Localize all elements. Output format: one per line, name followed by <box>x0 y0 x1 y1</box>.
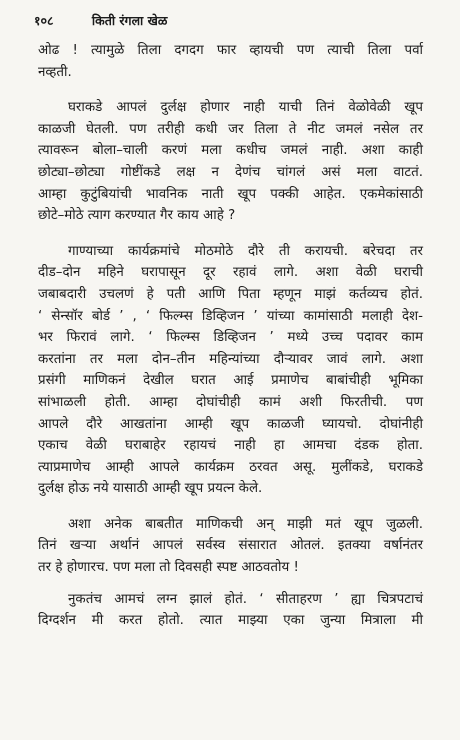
text-line: ओढ ! त्यामुळे तिला दगदग फार व्हायची पण त्याची तिला पर्वा <box>38 43 423 58</box>
text-line: तर हे होणारच. पण मला तो दिवसही स्पष्ट आठवतोय ! <box>38 560 299 576</box>
paragraph <box>38 241 423 500</box>
paragraph <box>38 40 423 83</box>
text-line: छोट्या–छोट्या गोष्टींकडे लक्ष न देणंच चांगलं असं मला वाटतं. <box>38 164 423 180</box>
paragraph <box>38 589 423 632</box>
body-text <box>38 40 423 646</box>
text-line: आम्हा कुटुंबियांची भावनिक नाती खूप पक्की आहेत. एकमेकांसाठी <box>38 186 423 202</box>
page-header <box>34 12 434 29</box>
text-line: भर फिरावं लागे. ‘ फिल्म्स डिव्हिजन ’ मध्ये उच्च पदावर काम <box>38 330 423 346</box>
text-line: आपले दौरे आखतांना आम्ही खूप काळजी घ्यायचो. दोघांनीही <box>38 416 423 432</box>
paragraph <box>38 514 423 579</box>
text-line: छोटे–मोठे त्याग करण्यात गैर काय आहे ? <box>38 208 236 224</box>
text-line: त्याप्रमाणेच आम्ही आपले कार्यक्रम ठरवत असू. मुलींकडे, घराकडे <box>38 459 423 475</box>
paragraph <box>38 97 423 227</box>
text-line: दीड–दोन महिने घरापासून दूर रहावं लागे. अशा वेळी घराची <box>38 265 423 281</box>
text-line: काळजी घेतली. पण तरीही कधी जर तिला ते नीट जमलं नसेल तर <box>38 121 423 137</box>
text-line: तिनं खऱ्या अर्थानं आपलं सर्वस्व संसारात ओतलं. इतक्या वर्षानंतर <box>38 538 423 554</box>
text-line: घराकडे आपलं दुर्लक्ष होणार नाही याची तिनं वेळोवेळी खूप <box>68 100 423 116</box>
text-line: दिग्दर्शन मी करत होतो. त्यात माझ्या एका जुन्या मित्राला मी <box>38 613 423 629</box>
page-number: १०८ <box>34 13 54 28</box>
text-line: एकाच वेळी घराबाहेर रहायचं नाही हा आमचा दंडक होता. <box>38 438 423 454</box>
text-line: जबाबदारी उचलणं हे पती आणि पिता म्हणून माझं कर्तव्यच होतं. <box>38 286 423 302</box>
text-line: दुर्लक्ष होऊ नये यासाठी आम्ही खूप प्रयत्न केले. <box>38 481 263 497</box>
text-line: करतांना तर मला दोन–तीन महिन्यांच्या दौऱ्यावर जावं लागे. अशा <box>38 351 423 367</box>
text-line: त्यावरून बोला–चाली करणं मला कधीच जमलं नाही. अशा काही <box>38 143 423 159</box>
text-line: नव्हती. <box>38 64 72 80</box>
text-line: अशा अनेक बाबतीत माणिकची अन् माझी मतं खूप जुळली. <box>68 516 423 532</box>
text-line: ‘ सेन्सॉर बोर्ड ’ , ‘ फिल्म्स डिव्हिजन ’ यांच्या कामांसाठी मलाही देश- <box>38 308 423 324</box>
text-line: नुकतंच आमचं लग्न झालं होतं. ‘ सीताहरण ’ ह्या चित्रपटाचं <box>68 591 423 607</box>
text-line: सांभाळली होती. आम्हा दोघांचीही कामं अशी फिरतीची. पण <box>38 394 423 410</box>
text-line: प्रसंगी माणिकनं देखील घरात आई प्रमाणेच बाबांचीही भूमिका <box>38 373 423 389</box>
running-title: किती रंगला खेळ <box>91 13 168 28</box>
text-line: गाण्याच्या कार्यक्रमांचे मोठमोठे दौरे ती करायची. बरेचदा तर <box>68 243 423 259</box>
